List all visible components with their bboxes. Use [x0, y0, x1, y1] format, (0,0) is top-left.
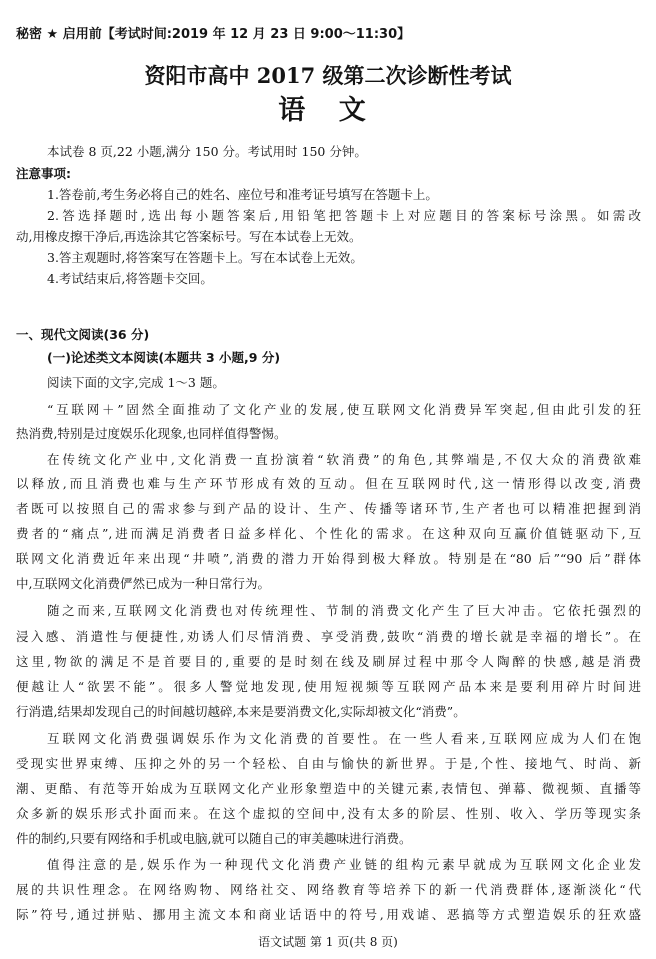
subject-title: 语 文: [278, 95, 378, 126]
note-item: 动,用橡皮擦干净后,再选涂其它答案标号。写在本试卷上无效。: [16, 229, 362, 244]
exam-title: 资阳市高中 2017 级第二次诊断性考试: [144, 63, 512, 88]
passage-line: 在传统文化产业中,文化消费一直扮演着“软消费”的角色,其弊端是,不仅大众的消费欲难: [47, 452, 641, 467]
passage-line: 众多新的娱乐形式扑面而来。在这个虚拟的空间中,没有太多的阶层、性别、收入、学历等现实条: [16, 806, 641, 821]
passage-line: 以释放,而且消费也难与生产环节形成有效的互动。但在互联网时代,这一情形得以改变,消费: [16, 476, 641, 491]
passage-line: 费者的“痛点”,进而满足消费者日益多样化、个性化的需求。在这种双向互赢价值链驱动下,互: [16, 526, 641, 541]
passage-line: 便越让人“欲罢不能”。很多人警觉地发现,使用短视频等互联网产品本来是要利用碎片时间进: [16, 679, 641, 694]
passage-line: 值得注意的是,娱乐作为一种现代文化消费产业链的组构元素早就成为互联网文化企业发: [47, 857, 641, 872]
note-item: 2.答选择题时,选出每小题答案后,用铅笔把答题卡上对应题目的答案标号涂黑。如需改: [47, 208, 641, 223]
confidential-header: 秘密 ★ 启用前【考试时间:2019 年 12 月 23 日 9:00～11:30】: [16, 27, 411, 42]
passage-line: 浸入感、消遣性与便捷性,劝诱人们尽情消费、享受消费,鼓吹“消费的增长就是幸福的增长”。在: [16, 629, 641, 644]
note-item: 3.答主观题时,将答案写在答题卡上。写在本试卷上无效。: [47, 250, 363, 265]
reading-instruction: 阅读下面的文字,完成 1～3 题。: [47, 375, 225, 390]
passage-line: 互联网文化消费强调娱乐作为文化消费的首要性。在一些人看来,互联网应成为人们在饱: [47, 731, 641, 746]
intro-text: 本试卷 8 页,22 小题,满分 150 分。考试用时 150 分钟。: [47, 144, 367, 159]
passage-line: 行消遣,结果却发现自己的时间越切越碎,本来是要消费文化,实际却被文化“消费”。: [16, 704, 466, 719]
passage-line: 联网文化消费近年来出现“井喷”,消费的潜力开始得到极大释放。特别是在“80 后”“90 后”群体: [16, 551, 641, 566]
passage-line: 热消费,特别是过度娱乐化现象,也同样值得警惕。: [16, 426, 287, 441]
subsection-heading: (一)论述类文本阅读(本题共 3 小题,9 分): [47, 350, 281, 365]
passage-line: 中,互联网文化消费俨然已成为一种日常行为。: [16, 576, 270, 591]
passage-line: 这里,物欲的满足不是首要目的,重要的是时刻在线及刷屏过程中那令人陶醉的快感,越是消费: [16, 654, 641, 669]
note-item: 4.考试结束后,将答题卡交回。: [47, 271, 213, 286]
section-heading: 一、现代文阅读(36 分): [16, 327, 150, 342]
passage-line: 随之而来,互联网文化消费也对传统理性、节制的消费文化产生了巨大冲击。它依托强烈的: [47, 603, 641, 618]
passage-line: 际”符号,通过拼贴、挪用主流文本和商业话语中的符号,用戏谑、恶搞等方式塑造娱乐的狂欢盛: [16, 907, 641, 922]
passage-line: “互联网＋”固然全面推动了文化产业的发展,使互联网文化消费异军突起,但由此引发的狂: [47, 402, 641, 417]
notes-heading: 注意事项:: [16, 166, 71, 181]
passage-line: 潮、更酷、有范等开始成为互联网文化产业形象塑造中的关键元素,表情包、弹幕、微视频、直播等: [16, 781, 641, 796]
passage-line: 者既可以按照自己的需求参与到产品的设计、生产、传播等诸环节,生产者也可以精准把握到消: [16, 501, 641, 516]
passage-line: 展的共识性理念。在网络购物、网络社交、网络教育等培养下的新一代消费群体,逐渐淡化“代: [16, 882, 641, 897]
passage-line: 受现实世界束缚、压抑之外的另一个轻松、自由与愉快的新世界。于是,个性、接地气、时尚、新: [16, 756, 641, 771]
passage-line: 件的制约,只要有网络和手机或电脑,就可以随自己的审美趣味进行消费。: [16, 831, 412, 846]
note-item: 1.答卷前,考生务必将自己的姓名、座位号和准考证号填写在答题卡上。: [47, 187, 438, 202]
page-footer: 语文试题 第 1 页(共 8 页): [258, 935, 398, 949]
